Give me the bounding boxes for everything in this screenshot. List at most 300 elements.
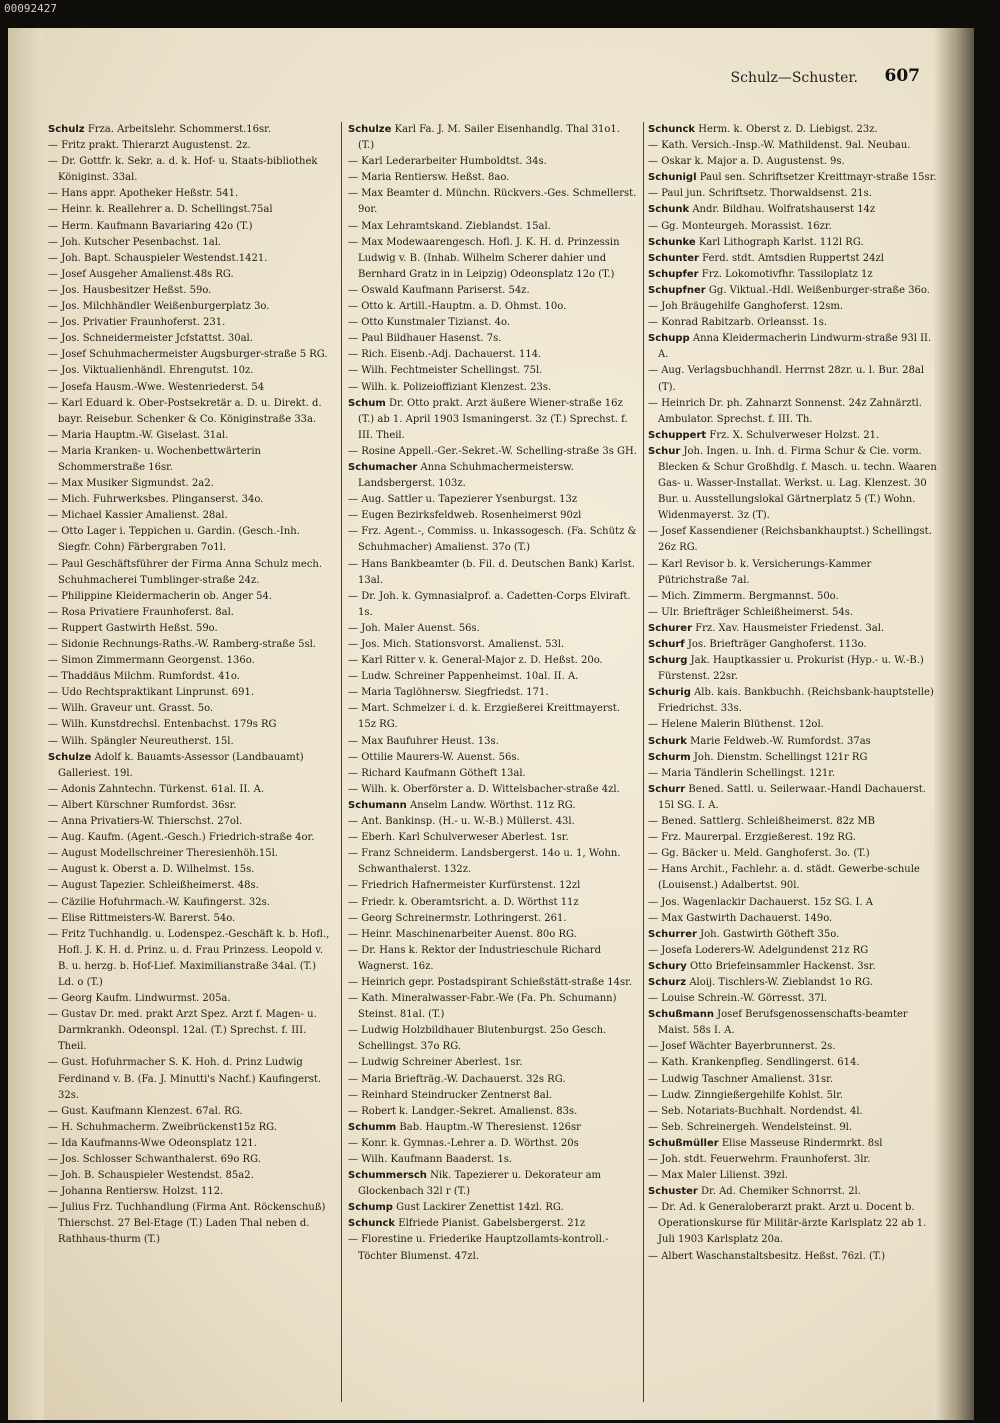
directory-entry [48, 363, 334, 379]
entry-text: Fritz Tuchhandlg. u. Lodenspez.-Geschäft k. b. Hofl., Hofl. J. K. H. d. Prinz. u. d. Frau Prinzess. Leopold v. B. u. herzg. b. Hof-Lief. Maximilianstraße 34al. (T.) Ld. o (T.) [58, 928, 330, 988]
ditto-dash [48, 188, 61, 199]
entry-text: Adolf k. Bauamts-Assessor (Landbauamt) Galleriest. 19l. [58, 751, 304, 779]
directory-entry [48, 1152, 334, 1168]
ditto-dash [48, 301, 61, 312]
entry-text: Eugen Bezirksfeldweb. Rosenheimerst 90zl [361, 510, 582, 522]
binding-gutter [8, 28, 44, 1420]
directory-entry [648, 1200, 938, 1248]
ditto-dash [48, 591, 61, 602]
directory-entry [648, 1168, 938, 1184]
directory-entry [48, 122, 334, 138]
directory-entry [348, 927, 638, 943]
directory-entry [348, 154, 638, 170]
entry-surname: Schupfner [648, 284, 706, 296]
ditto-dash [648, 1057, 661, 1068]
directory-entry [648, 1120, 938, 1136]
entry-surname: Schulze [48, 751, 92, 763]
entry-text: August k. Oberst a. D. Wilhelmst. 15s. [61, 864, 255, 876]
entry-text: Wilh. Fechtmeister Schellingst. 75l. [361, 365, 543, 377]
entry-text: Frz. Lokomotivfhr. Tassiloplatz 1z [701, 268, 873, 280]
ditto-dash [648, 816, 661, 827]
directory-entry [48, 1007, 334, 1055]
ditto-dash [48, 156, 61, 167]
entry-text: Gg. Monteurgeh. Morassist. 16zr. [661, 220, 832, 232]
ditto-dash [48, 784, 61, 795]
ditto-dash [348, 382, 361, 393]
directory-entry [648, 782, 938, 814]
ditto-dash [648, 140, 661, 151]
ditto-dash [648, 188, 661, 199]
ditto-dash [348, 1090, 361, 1101]
entry-text: Thaddäus Milchm. Rumfordst. 41o. [61, 671, 240, 683]
entry-text: Frz. Agent.-, Commiss. u. Inkassogesch. (Fa. Schütz & Schuhmacher) Amalienst. 37o (T.) [358, 526, 637, 554]
ditto-dash [48, 365, 61, 376]
entry-text: Georg Kaufm. Lindwurmst. 205a. [61, 993, 231, 1005]
directory-entry [348, 669, 638, 685]
directory-entry [648, 1184, 938, 1200]
directory-entry [348, 1072, 638, 1088]
entry-surname: Schurrer [648, 928, 697, 940]
entry-text: Gg. Bäcker u. Meld. Ganghoferst. 3o. (T.) [661, 848, 870, 860]
directory-entry [648, 750, 938, 766]
entry-surname: Schupp [648, 333, 690, 345]
entry-text: Sidonie Rechnungs-Raths.-W. Ramberg-straße 5sl. [61, 639, 316, 650]
directory-entry [348, 1055, 638, 1071]
ditto-dash [648, 719, 661, 730]
entry-surname: Schunck [648, 124, 696, 135]
entry-text: Aloij. Tischlers-W. Zieblandst 1o RG. [689, 976, 873, 988]
ditto-dash [48, 719, 61, 730]
ditto-dash [648, 301, 661, 312]
entry-text: Karl Ritter v. k. General-Major z. D. Heßst. 20o. [361, 655, 603, 667]
ditto-dash [348, 446, 361, 457]
entry-text: Richard Kaufmann Götheft 13al. [361, 767, 526, 779]
entry-text: Dr. Otto prakt. Arzt äußere Wiener-straße 16z (T.) ab 1. April 1903 Ismaningerst. 3z (T.) Sprechst. f. III. Theil. [358, 397, 628, 441]
ditto-dash [348, 1106, 361, 1117]
directory-entry [348, 219, 638, 235]
entry-text: Maria Tändlerin Schellingst. 121r. [661, 767, 836, 779]
ditto-dash [48, 1122, 61, 1133]
page-header [48, 64, 928, 90]
directory-entry [48, 717, 334, 733]
ditto-dash [348, 897, 361, 908]
directory-entry [348, 830, 638, 846]
ditto-dash [348, 591, 361, 602]
ditto-dash [48, 993, 61, 1004]
ditto-dash [348, 752, 361, 763]
directory-entry [48, 911, 334, 927]
entry-text: August Tapezier. Schleißheimerst. 48s. [61, 880, 259, 892]
entry-text: Maria Briefträg.-W. Dachauerst. 32s RG. [361, 1073, 566, 1085]
ditto-dash [348, 655, 361, 666]
directory-entry [348, 766, 638, 782]
directory-entry [648, 653, 938, 685]
ditto-dash [648, 945, 661, 956]
directory-entry [48, 267, 334, 283]
directory-entry [348, 1104, 638, 1120]
ditto-dash [348, 349, 361, 360]
entry-text: Josef Kassendiener (Reichsbankhauptst.) Schellingst. 26z RG. [658, 526, 932, 554]
ditto-dash [648, 1041, 661, 1052]
directory-entry [648, 1055, 938, 1071]
entry-text: Simon Zimmermann Georgenst. 136o. [61, 655, 255, 667]
ditto-dash [48, 398, 61, 409]
ditto-dash [348, 993, 361, 1004]
ditto-dash [48, 382, 61, 393]
entry-text: Max Musiker Sigmundst. 2a2. [61, 478, 214, 490]
directory-entry [48, 524, 334, 556]
ditto-dash [648, 864, 661, 875]
ditto-dash [48, 687, 61, 698]
entry-text: Wilh. k. Polizeioffiziant Klenzest. 23s. [361, 381, 552, 393]
directory-entry [48, 428, 334, 444]
running-head: Schulz—Schuster. [730, 70, 858, 86]
ditto-dash [48, 1154, 61, 1165]
entry-surname: Schurer [648, 622, 693, 634]
entry-surname: Schurm [648, 751, 691, 763]
entry-text: Bened. Sattl. u. Seilerwaar.-Handl Dachauerst. 15l SG. I. A. [658, 783, 926, 811]
entry-surname: Schumm [348, 1121, 397, 1133]
entry-text: Bab. Hauptm.-W Theresienst. 126sr [399, 1121, 581, 1133]
entry-text: Friedr. k. Oberamtsricht. a. D. Wörthst 11z [361, 896, 579, 908]
entry-text: Jak. Hauptkassier u. Prokurist (Hyp.- u. W.-B.) Fürstenst. 22sr. [658, 655, 924, 683]
ditto-dash [348, 494, 361, 505]
ditto-dash [48, 221, 61, 232]
ditto-dash [48, 607, 61, 618]
directory-entry [48, 283, 334, 299]
entry-text: Aug. Kaufm. (Agent.-Gesch.) Friedrich-straße 4or. [61, 832, 315, 844]
ditto-dash [348, 736, 361, 747]
entry-text: Joh. B. Schauspieler Westendst. 85a2. [61, 1170, 254, 1182]
ditto-dash [48, 559, 61, 570]
directory-entry [348, 396, 638, 444]
ditto-dash [348, 945, 361, 956]
ditto-dash [648, 897, 661, 908]
entry-text: Karl Lederarbeiter Humboldtst. 34s. [361, 156, 547, 168]
ditto-dash [48, 140, 61, 151]
entry-text: Ruppert Gastwirth Heßst. 59o. [61, 622, 218, 634]
entry-text: Kath. Krankenpfleg. Sendlingerst. 614. [661, 1057, 860, 1069]
directory-entry [48, 154, 334, 186]
directory-entry [48, 798, 334, 814]
entry-surname: Schurr [648, 783, 686, 795]
directory-entry [648, 589, 938, 605]
directory-entry [648, 862, 938, 894]
directory-entry [348, 621, 638, 637]
ditto-dash [648, 1122, 661, 1133]
entry-surname: Schulze [348, 124, 392, 135]
entry-text: Oswald Kaufmann Pariserst. 54z. [361, 284, 530, 296]
ditto-dash [648, 1074, 661, 1085]
entry-text: Dr. Joh. k. Gymnasialprof. a. Cadetten-Corps Elviraft. 1s. [358, 590, 631, 618]
entry-text: Jos. Hausbesitzer Heßst. 59o. [61, 284, 212, 296]
entry-text: Gust Lackirer Zenettist 14zl. RG. [396, 1202, 564, 1214]
directory-entry [48, 1136, 334, 1152]
ditto-dash [648, 559, 661, 570]
directory-entry [48, 251, 334, 267]
directory-entry [648, 734, 938, 750]
ditto-dash [348, 526, 361, 537]
entry-text: Elise Masseuse Rindermrkt. 8sl [721, 1137, 883, 1149]
directory-entry [648, 154, 938, 170]
entry-text: Wilh. k. Oberförster a. D. Wittelsbacher-straße 4zl. [361, 783, 620, 795]
directory-entry [648, 1136, 938, 1152]
ditto-dash [648, 398, 661, 409]
entry-text: Anselm Landw. Wörthst. 11z RG. [409, 799, 576, 811]
entry-surname: Schurz [648, 976, 687, 988]
ditto-dash [48, 639, 61, 650]
ditto-dash [348, 848, 361, 859]
entry-text: Paul Bildhauer Hasenst. 7s. [361, 333, 502, 345]
directory-columns [48, 122, 938, 1402]
directory-entry [348, 1120, 638, 1136]
page-number: 607 [884, 66, 920, 86]
ditto-dash [48, 832, 61, 843]
ditto-dash [48, 1186, 61, 1197]
ditto-dash [48, 671, 61, 682]
directory-entry [48, 202, 334, 218]
entry-text: Ida Kaufmanns-Wwe Odeonsplatz 121. [61, 1137, 257, 1149]
entry-surname: Schunck [348, 1218, 396, 1230]
directory-entry [48, 637, 334, 653]
entry-text: Dr. Gottfr. k. Sekr. a. d. k. Hof- u. Staats-bibliothek Königinst. 33al. [58, 156, 318, 184]
ditto-dash [48, 816, 61, 827]
entry-text: Reinhard Steindrucker Zentnerst 8al. [361, 1089, 553, 1101]
ditto-dash [48, 478, 61, 489]
entry-text: Heinr. k. Reallehrer a. D. Schellingst.75al [61, 204, 273, 216]
entry-text: Robert k. Landger.-Sekret. Amalienst. 83s. [361, 1105, 578, 1117]
directory-entry [648, 959, 938, 975]
directory-entry [648, 637, 938, 653]
directory-entry [348, 1200, 638, 1216]
directory-entry [648, 685, 938, 717]
directory-entry [348, 1152, 638, 1168]
entry-text: Mich. Zimmerm. Bergmannst. 50o. [661, 590, 839, 602]
entry-surname: Schurf [648, 639, 685, 650]
ditto-dash [648, 365, 661, 376]
directory-entry [348, 460, 638, 492]
entry-text: Karl Revisor b. k. Versicherungs-Kammer Pütrichstraße 7al. [658, 558, 872, 586]
ditto-dash [348, 768, 361, 779]
entry-text: Adonis Zahntechn. Türkenst. 61al. II. A. [61, 783, 265, 795]
directory-entry [648, 927, 938, 943]
ditto-dash [48, 349, 61, 360]
entry-text: Heinr. Maschinenarbeiter Auenst. 80o RG. [361, 928, 577, 940]
entry-text: Michael Kassier Amalienst. 28al. [61, 510, 228, 522]
entry-surname: Schulz [48, 124, 85, 135]
ditto-dash [48, 655, 61, 666]
entry-text: Rich. Eisenb.-Adj. Dachauerst. 114. [361, 349, 542, 361]
directory-entry [648, 363, 938, 395]
directory-entry [48, 846, 334, 862]
directory-entry [648, 975, 938, 991]
entry-text: Florestine u. Friederike Hauptzollamts-kontroll.-Töchter Blumenst. 47zl. [358, 1234, 609, 1262]
ditto-dash [348, 221, 361, 232]
directory-entry [348, 299, 638, 315]
directory-page [8, 28, 974, 1420]
directory-entry [48, 895, 334, 911]
column-3 [648, 122, 938, 1402]
directory-entry [348, 1088, 638, 1104]
entry-text: Georg Schreinermstr. Lothringerst. 261. [361, 912, 567, 924]
entry-text: Maria Kranken- u. Wochenbettwärterin Schommerstraße 16sr. [58, 445, 261, 473]
ditto-dash [348, 333, 361, 344]
directory-entry [48, 589, 334, 605]
ditto-dash [348, 913, 361, 924]
ditto-dash [48, 623, 61, 634]
directory-entry [348, 283, 638, 299]
entry-text: Anna Schuhmachermeistersw. Landsbergerst. 103z. [358, 461, 574, 490]
entry-text: Ludwig Taschner Amalienst. 31sr. [661, 1073, 833, 1085]
entry-text: Konr. k. Gymnas.-Lehrer a. D. Wörthst. 20s [361, 1137, 579, 1149]
entry-text: Philippine Kleidermacherin ob. Anger 54. [61, 590, 272, 602]
ditto-dash [48, 446, 61, 457]
entry-text: Joh. Bapt. Schauspieler Westendst.1421. [61, 252, 268, 264]
entry-text: Alb. kais. Bankbuchh. (Reichsbank-hauptstelle) Friedrichst. 33s. [658, 687, 934, 715]
entry-text: Mich. Fuhrwerksbes. Plinganserst. 34o. [61, 494, 264, 506]
directory-entry [648, 186, 938, 202]
directory-entry [48, 685, 334, 701]
ditto-dash [48, 929, 61, 940]
ditto-dash [348, 237, 361, 248]
ditto-dash [348, 880, 361, 891]
entry-text: Ant. Bankinsp. (H.- u. W.-B.) Müllerst. 43l. [361, 816, 575, 828]
entry-text: Jos. Schneidermeister Jcfstattst. 30al. [61, 333, 253, 345]
directory-entry [348, 380, 638, 396]
ditto-dash [48, 1202, 61, 1213]
entry-text: Hans appr. Apotheker Heßstr. 541. [61, 188, 239, 200]
directory-entry [648, 1104, 938, 1120]
entry-surname: Schurk [648, 735, 687, 747]
entry-text: Otto Kunstmaler Tizianst. 4o. [361, 317, 511, 329]
directory-entry [348, 814, 638, 830]
ditto-dash [648, 913, 661, 924]
directory-entry [48, 315, 334, 331]
entry-text: Albert Kürschner Rumfordst. 36sr. [61, 799, 237, 811]
directory-entry [48, 734, 334, 750]
entry-text: Max Baufuhrer Heust. 13s. [361, 735, 499, 747]
entry-text: Joh. Ingen. u. Inh. d. Firma Schur & Cie. vorm. Blecken & Schur Großhdlg. f. Masch. u. techn. Waaren Gas- u. Wasser-Installat. Werkst. u. Lag. Klenzest. 30 Bur. u. Ausstellungslokal Gärtnerplatz 5 (T.) Wohn. Widenmayerst. 3z (T). [658, 445, 937, 522]
entry-surname: Schum [348, 397, 386, 409]
directory-entry [648, 1152, 938, 1168]
directory-entry [348, 1168, 638, 1200]
entry-text: Udo Rechtspraktikant Linprunst. 691. [61, 687, 255, 699]
directory-entry [48, 1200, 334, 1248]
entry-text: Ludwig Schreiner Aberlest. 1sr. [361, 1057, 523, 1069]
entry-surname: Schußmann [648, 1009, 714, 1021]
directory-entry [648, 766, 938, 782]
ditto-dash [348, 816, 361, 827]
directory-entry [648, 895, 938, 911]
directory-entry [348, 1216, 638, 1232]
entry-text: Ottilie Maurers-W. Auenst. 56s. [361, 751, 520, 763]
entry-surname: Schumacher [348, 461, 418, 473]
entry-text: Julius Frz. Tuchhandlung (Firma Ant. Röckenschuß) Thierschst. 27 Bel-Etage (T.) Laden Thal neben d. Rathhaus-thurm (T.) [58, 1202, 326, 1246]
entry-text: Herm. k. Oberst z. D. Liebigst. 23z. [698, 124, 878, 135]
entry-text: Joh. Dienstm. Schellingst 121r RG [693, 751, 868, 763]
ditto-dash [48, 494, 61, 505]
directory-entry [348, 508, 638, 524]
entry-text: Bened. Sattlerg. Schleißheimerst. 82z MB [661, 816, 875, 828]
entry-surname: Schury [648, 960, 687, 972]
directory-entry [348, 347, 638, 363]
entry-text: Albert Waschanstaltsbesitz. Heßst. 76zl. (T.) [661, 1250, 886, 1262]
ditto-dash [648, 1251, 661, 1262]
directory-entry [648, 444, 938, 524]
entry-text: Jos. Viktualienhändl. Ehrengutst. 10z. [61, 365, 254, 377]
entry-text: Josefa Loderers-W. Adelgundenst 21z RG [661, 944, 869, 956]
directory-entry [48, 782, 334, 798]
entry-surname: Schupfer [648, 268, 699, 280]
ditto-dash [648, 832, 661, 843]
ditto-dash [348, 784, 361, 795]
directory-entry [48, 1055, 334, 1103]
entry-text: Josef Berufsgenossenschafts-beamter Maist. 58s I. A. [658, 1009, 908, 1037]
directory-entry [48, 991, 334, 1007]
directory-entry [348, 557, 638, 589]
entry-surname: Schump [348, 1202, 393, 1214]
ditto-dash [48, 1057, 61, 1068]
directory-entry [648, 524, 938, 556]
ditto-dash [48, 800, 61, 811]
directory-entry [48, 750, 334, 782]
directory-entry [648, 138, 938, 154]
directory-entry [348, 943, 638, 975]
directory-entry [648, 1249, 938, 1265]
ditto-dash [48, 1009, 61, 1020]
ditto-dash [648, 1170, 661, 1181]
directory-entry [48, 235, 334, 251]
entry-text: Jos. Briefträger Ganghoferst. 113o. [687, 639, 867, 650]
directory-entry [348, 1136, 638, 1152]
directory-entry [648, 299, 938, 315]
directory-entry [348, 186, 638, 218]
entry-text: Ludw. Schreiner Pappenheimst. 10al. II. A. [361, 671, 579, 683]
column-rule [341, 122, 342, 1402]
directory-entry [348, 798, 638, 814]
entry-text: Max Modewaarengesch. Hofl. J. K. H. d. Prinzessin Ludwig v. B. (Inhab. Wilhelm Scherer dahier und Bernhard Gratz in in Leipzig) Odeonsplatz 12o (T.) [358, 236, 620, 280]
directory-entry [48, 347, 334, 363]
ditto-dash [48, 1106, 61, 1117]
ditto-dash [48, 253, 61, 264]
directory-entry [48, 1168, 334, 1184]
entry-text: Gust. Kaufmann Klenzest. 67al. RG. [61, 1105, 243, 1117]
ditto-dash [648, 607, 661, 618]
ditto-dash [648, 993, 661, 1004]
directory-entry [348, 734, 638, 750]
directory-entry [48, 380, 334, 396]
directory-entry [348, 895, 638, 911]
entry-text: Elise Rittmeisters-W. Barerst. 54o. [61, 912, 236, 924]
entry-text: Karl Eduard k. Ober-Postsekretär a. D. u. Direkt. d. bayr. Reisebur. Schenker & Co. Königinstraße 33a. [58, 397, 322, 425]
entry-text: Dr. Ad. Chemiker Schnorrst. 2l. [701, 1186, 861, 1198]
directory-entry [348, 701, 638, 733]
directory-entry [648, 846, 938, 862]
entry-text: Eberh. Karl Schulverweser Aberlest. 1sr. [361, 832, 569, 844]
directory-entry [648, 267, 938, 283]
directory-entry [348, 235, 638, 283]
directory-entry [648, 396, 938, 428]
ditto-dash [48, 526, 61, 537]
entry-text: Max Lehramtskand. Zieblandst. 15al. [361, 220, 551, 232]
directory-entry [648, 557, 938, 589]
entry-text: Hans Archit., Fachlehr. a. d. städt. Gewerbe-schule (Louisenst.) Adalbertst. 90l. [658, 864, 920, 892]
entry-text: Maria Rentiersw. Heßst. 8ao. [361, 172, 510, 184]
entry-text: Kath. Versich.-Insp.-W. Mathildenst. 9al. Neubau. [661, 140, 911, 152]
entry-text: Heinrich Dr. ph. Zahnarzt Sonnenst. 24z Zahnärztl. Ambulator. Sprechst. f. III. Th. [658, 397, 922, 425]
entry-text: Wilh. Spängler Neureutherst. 15l. [61, 735, 234, 747]
ditto-dash [648, 221, 661, 232]
